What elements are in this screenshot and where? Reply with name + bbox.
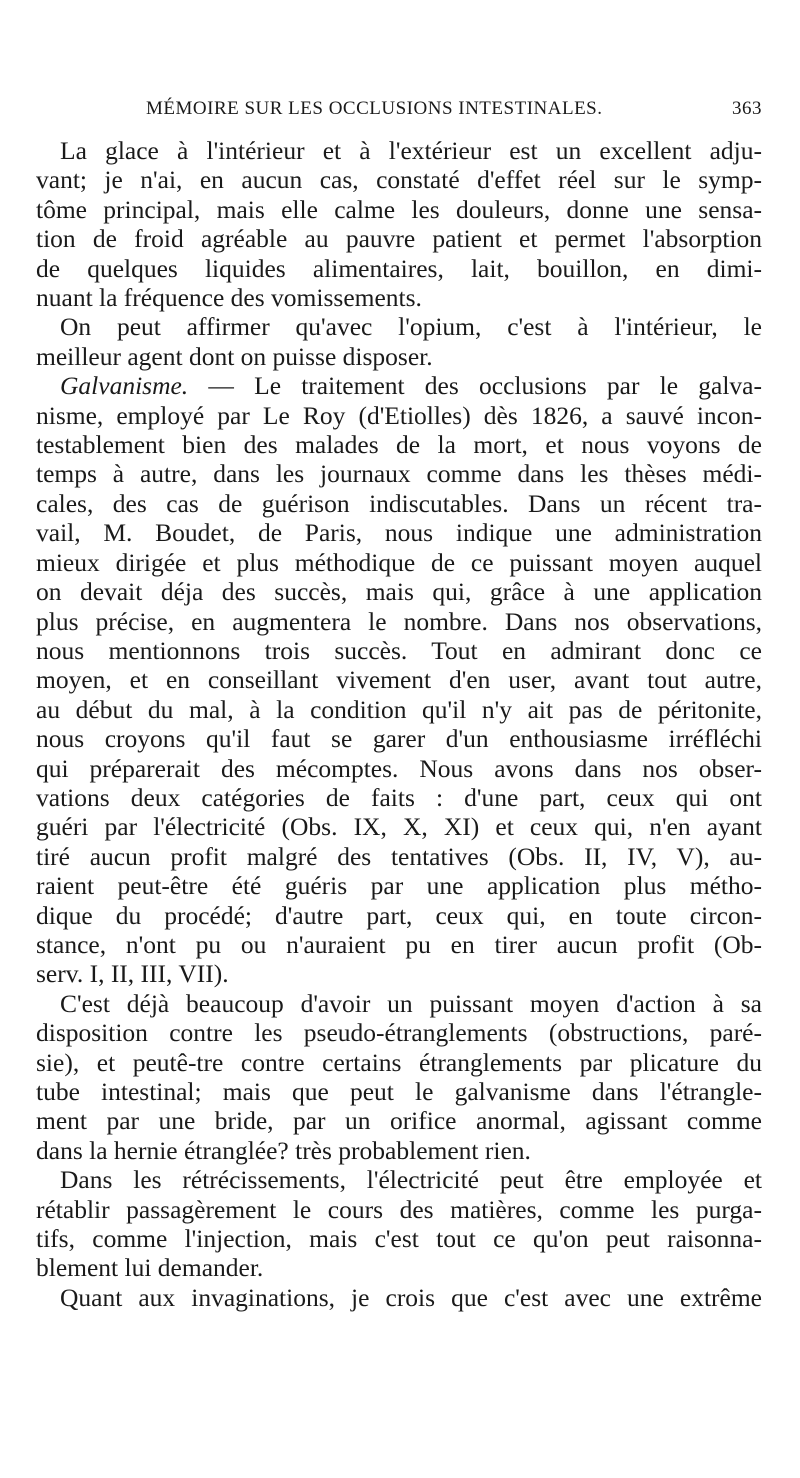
text-line — [36, 342, 762, 371]
line-text: nuant la fréquence des vomissements. — [36, 283, 422, 313]
text-line — [36, 1106, 762, 1135]
paragraph — [36, 1283, 762, 1312]
text-line — [36, 1224, 762, 1253]
line-text: on devait déja des succès, mais qui, grâce à une application — [36, 577, 762, 607]
text-line — [36, 1253, 762, 1282]
body-text — [36, 136, 762, 1312]
line-text: blement lui demander. — [36, 1253, 264, 1283]
paragraph — [36, 1165, 762, 1283]
line-text: mieux dirigée et plus méthodique de ce puissant moyen auquel — [36, 547, 762, 577]
text-line — [36, 754, 762, 783]
text-line — [36, 254, 762, 283]
text-line — [36, 1077, 762, 1106]
line-text: qui préparerait des mécomptes. Nous avons dans nos obser- — [36, 753, 762, 783]
running-title: MÉMOIRE SUR LES OCCLUSIONS INTESTINALES. — [146, 98, 603, 119]
line-text: temps à autre, dans les journaux comme dans les thèses médi- — [36, 459, 762, 489]
text-line — [36, 165, 762, 194]
paragraph — [36, 989, 762, 1165]
text-line — [36, 489, 762, 518]
line-text: guéri par l'électricité (Obs. IX, X, XI) et ceux qui, n'en ayant — [36, 812, 762, 842]
text-line — [36, 636, 762, 665]
line-text: Quant aux invaginations, je crois que c'est avec une extrême — [60, 1282, 762, 1312]
line-text: sie), et peutê-tre contre certains étranglements par plicature du — [36, 1047, 762, 1077]
line-text: plus précise, en augmentera le nombre. Dans nos observations, — [36, 606, 762, 636]
text-line — [36, 607, 762, 636]
line-text: La glace à l'intérieur et à l'extérieur est un excellent adju- — [60, 136, 762, 165]
text-line — [36, 724, 762, 753]
text-line — [36, 695, 762, 724]
page-header — [36, 98, 762, 128]
text-line — [36, 783, 762, 812]
line-text: Dans les rétrécissements, l'électricité peut être employée et — [60, 1165, 762, 1195]
line-text: tion de froid agréable au pauvre patient et permet l'absorption — [36, 224, 762, 254]
text-line — [36, 577, 762, 606]
text-line — [36, 1165, 762, 1194]
line-text: tifs, comme l'injection, mais c'est tout ce qu'on peut raisonna- — [36, 1224, 762, 1254]
line-text: tôme principal, mais elle calme les douleurs, donne une sensa- — [36, 194, 762, 224]
text-line — [36, 312, 762, 341]
line-text: cales, des cas de guérison indiscutables. Dans un récent tra- — [36, 488, 762, 518]
text-line — [36, 842, 762, 871]
text-line — [36, 136, 762, 165]
line-text: de quelques liquides alimentaires, lait, bouillon, en dimi- — [36, 253, 762, 283]
line-text: nous croyons qu'il faut se garer d'un enthousiasme irréfléchi — [36, 724, 762, 754]
text-line — [36, 518, 762, 547]
text-line — [36, 1136, 762, 1165]
line-text: disposition contre les pseudo-étranglements (obstructions, paré- — [36, 1018, 762, 1048]
line-text: vant; je n'ai, en aucun cas, constaté d'effet réel sur le symp- — [36, 165, 762, 195]
text-line — [36, 195, 762, 224]
line-text: rétablir passagèrement le cours des matières, comme les purga- — [36, 1194, 762, 1224]
line-text: stance, n'ont pu ou n'auraient pu en tirer aucun profit (Ob- — [36, 929, 762, 959]
text-line — [36, 548, 762, 577]
paragraph — [36, 136, 762, 312]
line-text: tiré aucun profit malgré des tentatives (Obs. II, IV, V), au- — [36, 841, 762, 871]
line-text: meilleur agent dont on puisse disposer. — [36, 341, 433, 371]
text-line — [36, 1283, 762, 1312]
text-line — [36, 1195, 762, 1224]
page-number: 363 — [732, 98, 762, 119]
text-line — [36, 930, 762, 959]
text-line — [36, 1048, 762, 1077]
text-line — [36, 871, 762, 900]
line-text: vations deux catégories de faits : d'une part, ceux qui ont — [36, 782, 762, 812]
text-line — [36, 459, 762, 488]
paragraph — [36, 312, 762, 371]
line-text: dique du procédé; d'autre part, ceux qui, en toute circon- — [36, 900, 762, 930]
text-line — [36, 224, 762, 253]
section-heading: Galvanisme. — [60, 371, 189, 401]
line-text: tube intestinal; mais que peut le galvanisme dans l'étrangle- — [36, 1077, 762, 1106]
line-text: vail, M. Boudet, de Paris, nous indique une administration — [36, 518, 762, 548]
line-text: serv. I, II, III, VII). — [36, 959, 229, 989]
line-text: raient peut-être été guéris par une application plus métho- — [36, 871, 762, 901]
text-line — [36, 1018, 762, 1047]
text-line — [36, 371, 762, 400]
text-line — [36, 283, 762, 312]
paragraph — [36, 371, 762, 989]
line-text: testablement bien des malades de la mort, et nous voyons de — [36, 430, 762, 460]
line-text: moyen, et en conseillant vivement d'en user, avant tout autre, — [36, 665, 762, 695]
line-text: — Le traitement des occlusions par le galva- — [188, 371, 762, 401]
line-text: ment par une bride, par un orifice anormal, agissant comme — [36, 1106, 762, 1136]
text-line — [36, 959, 762, 988]
text-line — [36, 665, 762, 694]
line-text: On peut affirmer qu'avec l'opium, c'est à l'intérieur, le — [60, 312, 762, 342]
line-text: nisme, employé par Le Roy (d'Etiolles) dès 1826, a sauvé incon- — [36, 400, 762, 430]
text-line — [36, 989, 762, 1018]
line-text: C'est déjà beaucoup d'avoir un puissant moyen d'action à sa — [60, 988, 762, 1018]
text-line — [36, 401, 762, 430]
line-text: nous mentionnons trois succès. Tout en admirant donc ce — [36, 635, 762, 665]
line-text: dans la hernie étranglée? très probablement rien. — [36, 1135, 531, 1165]
text-line — [36, 430, 762, 459]
line-text: au début du mal, à la condition qu'il n'y ait pas de péritonite, — [36, 694, 762, 724]
text-line — [36, 812, 762, 841]
text-line — [36, 901, 762, 930]
